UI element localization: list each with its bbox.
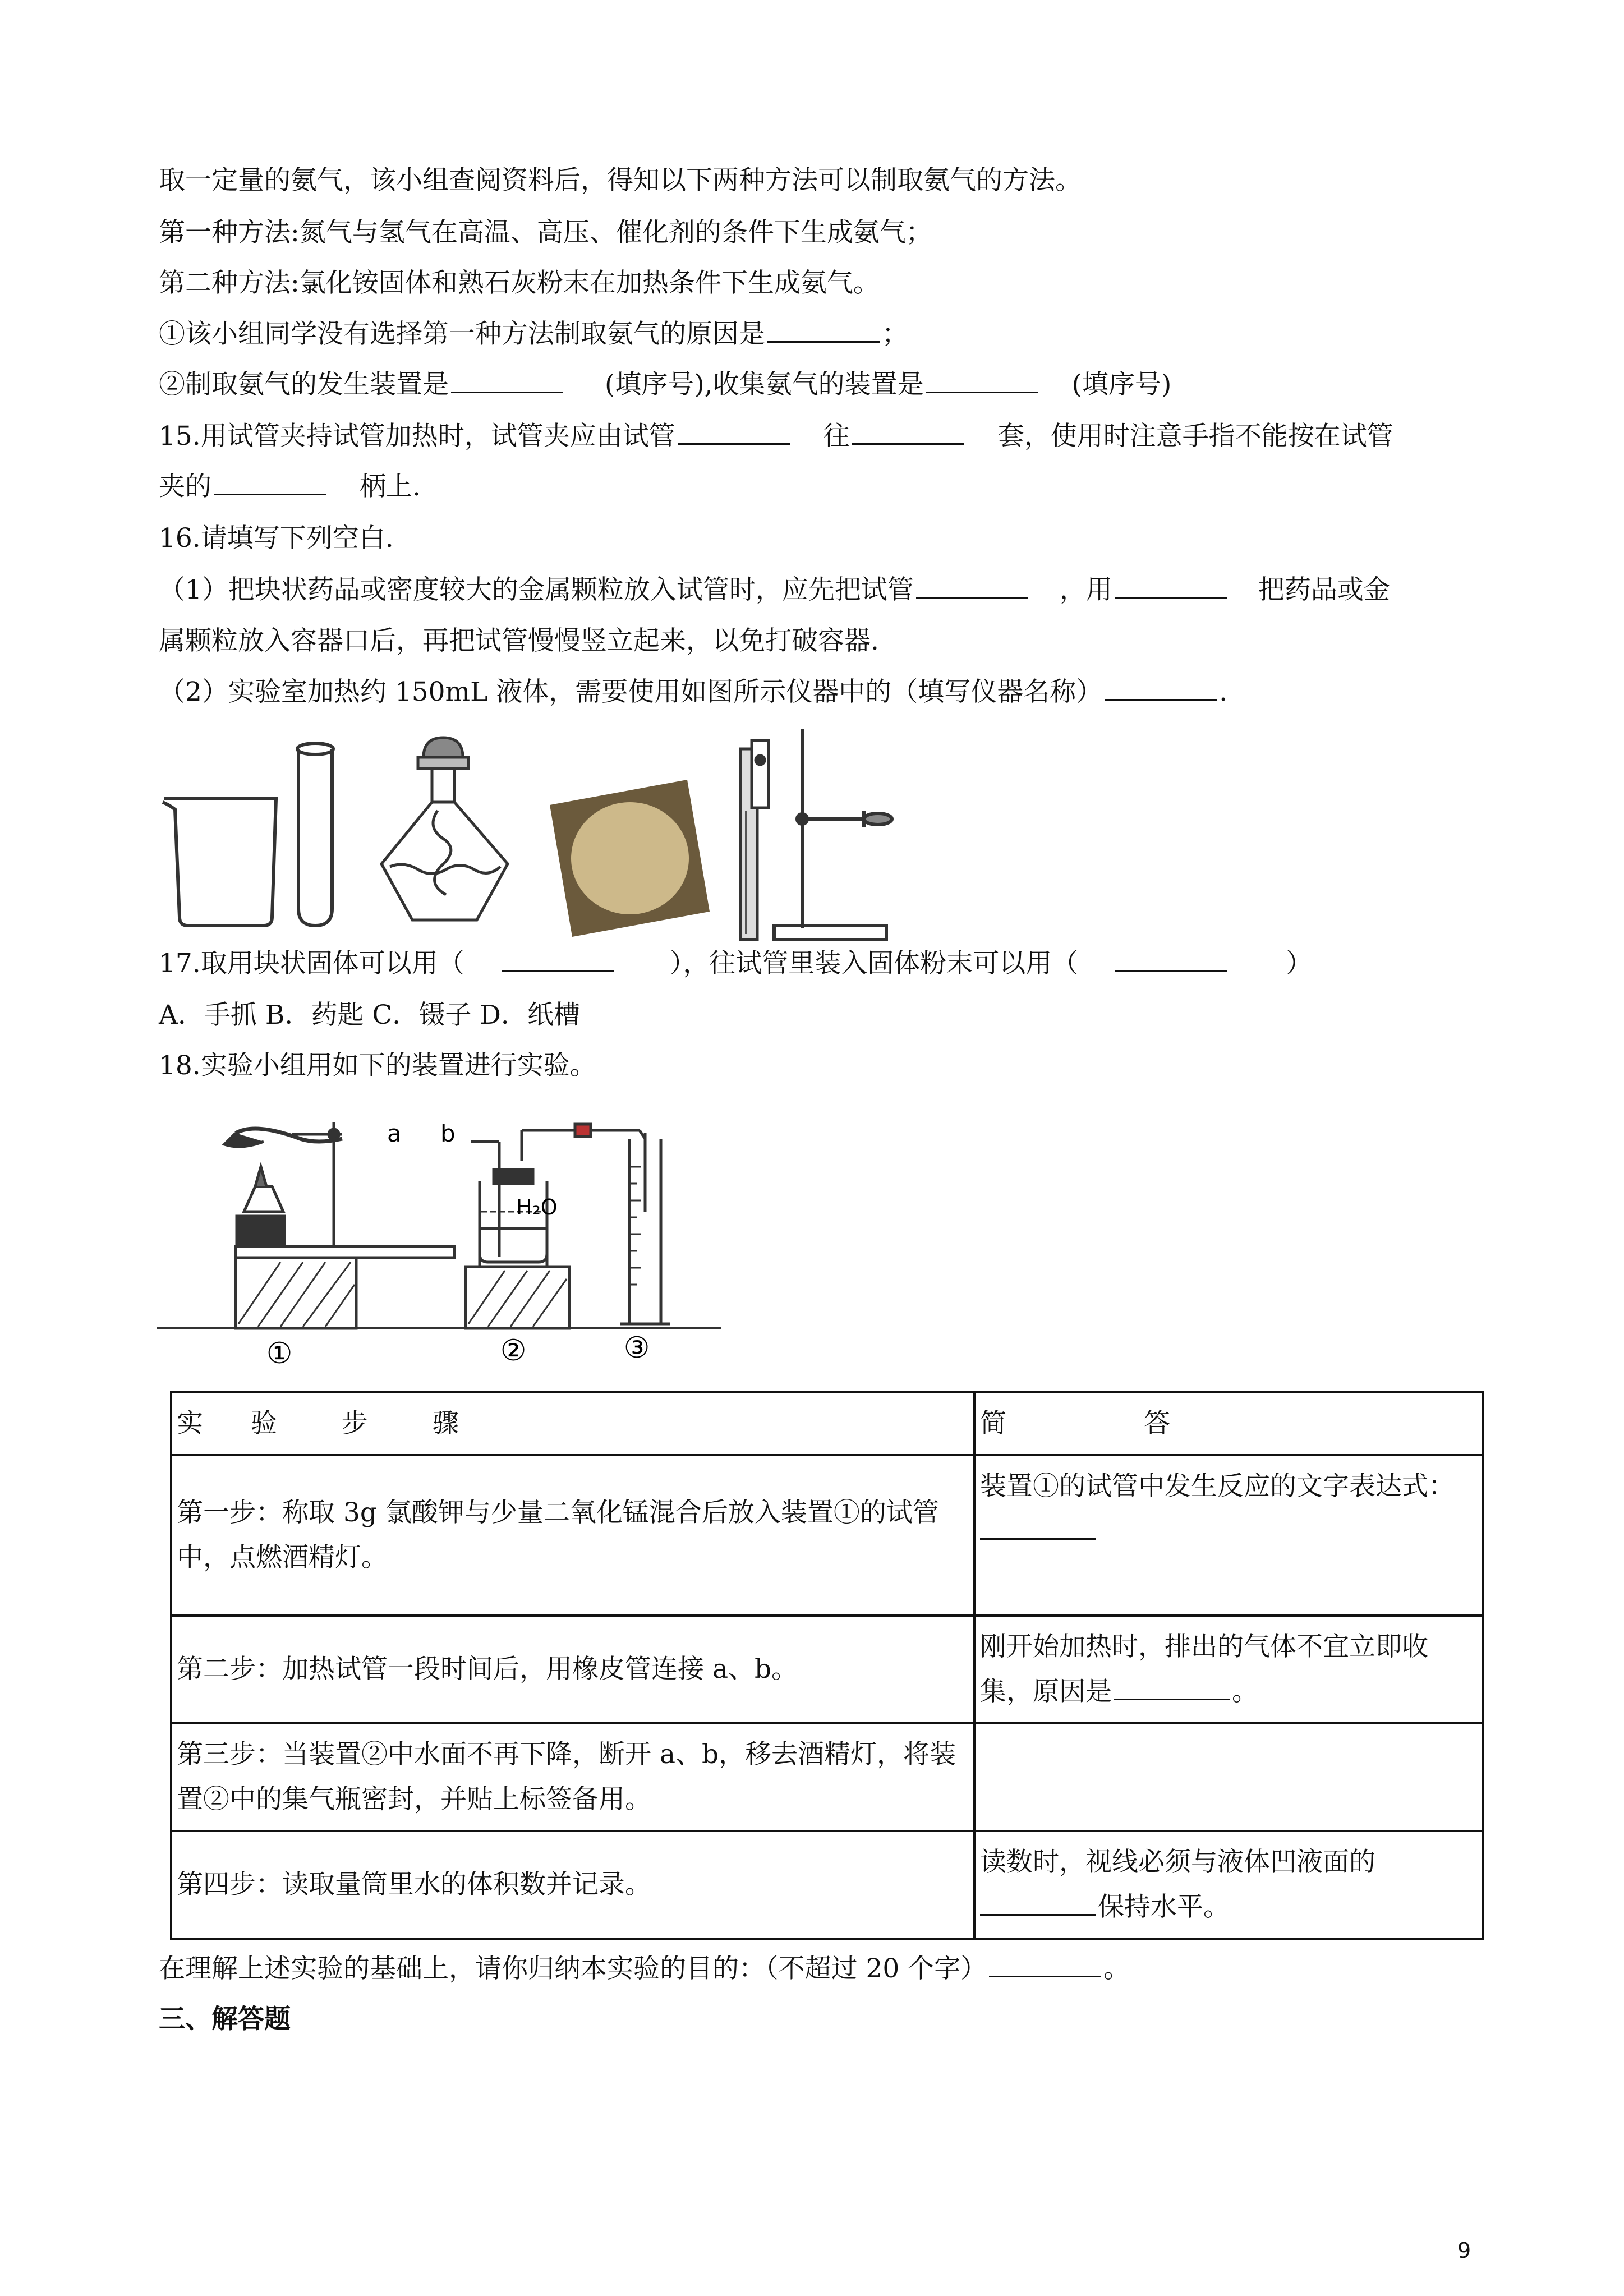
table-header-row: [171, 1392, 1483, 1455]
answer-blank[interactable]: [852, 421, 964, 445]
question-text: 把药品或金: [1258, 574, 1390, 605]
question-text: （1）把块状药品或密度较大的金属颗粒放入试管时，应先把试管: [159, 574, 914, 605]
test-tube-icon: [297, 743, 333, 926]
answer-text: 装置①的试管中发生反应的文字表达式：: [980, 1471, 1455, 1502]
answer-text: 保持水平。: [1098, 1892, 1230, 1922]
question-17-line-1: [159, 947, 1312, 981]
step-cell: 第四步：读取量筒里水的体积数并记录。: [171, 1831, 974, 1939]
question-text: (填序号),收集氨气的装置是: [605, 369, 924, 400]
header-char: 答: [1143, 1408, 1170, 1439]
apparatus-number-3: ③: [623, 1331, 650, 1365]
step-cell: 第三步：当装置②中水面不再下降，断开 a、b，移去酒精灯，将装置②中的集气瓶密封，并贴上标签备用。: [171, 1723, 974, 1831]
asbestos-gauze-icon: [550, 780, 710, 937]
table-row: [171, 1723, 1483, 1831]
question-16-part-1-line-2: 属颗粒放入容器口后，再把试管慢慢竖立起来，以免打破容器.: [159, 625, 879, 656]
header-answer: [974, 1392, 1483, 1455]
question-text: .: [1219, 677, 1228, 707]
graduated-cylinder-icon: [620, 1133, 670, 1324]
question-text: (填序号): [1071, 369, 1172, 400]
apparatus-number-1: ①: [266, 1337, 293, 1370]
question-text: ；: [882, 319, 908, 349]
question-text: 在理解上述实验的基础上，请你归纳本实验的目的：（不超过 20 个字）: [159, 1953, 987, 1984]
answer-blank[interactable]: [214, 471, 326, 495]
beaker-icon: [163, 798, 278, 926]
question-text: 15.用试管夹持试管加热时，试管夹应由试管: [159, 421, 675, 452]
heating-apparatus: [224, 1122, 454, 1328]
question-text: 套，使用时注意手指不能按在试管: [997, 421, 1393, 452]
question-15-line-1: [159, 420, 1393, 453]
table-row: [171, 1831, 1483, 1939]
answer-blank[interactable]: [989, 1953, 1101, 1977]
answer-blank[interactable]: [926, 369, 1038, 393]
header-char: 骤: [432, 1408, 459, 1439]
question-text: ②制取氨气的发生装置是: [159, 369, 449, 400]
answer-blank[interactable]: [980, 1892, 1096, 1916]
answer-text: 。: [1232, 1676, 1258, 1707]
question-text: ）: [1286, 948, 1313, 979]
iron-stand-icon: [774, 729, 892, 940]
apparatus-figure: [157, 1099, 729, 1374]
question-17-options: A．手抓 B．药匙 C．镊子 D．纸槽: [159, 1000, 580, 1030]
question-text: （2）实验室加热约 150mL 液体，需要使用如图所示仪器中的（填写仪器名称）: [159, 677, 1103, 707]
answer-cell: [974, 1723, 1483, 1831]
label-b: b: [440, 1120, 456, 1147]
question-16-title: 16.请填写下列空白.: [159, 523, 394, 554]
apparatus-number-2: ②: [500, 1334, 527, 1368]
question-14-part-1: [159, 318, 908, 351]
answer-blank[interactable]: [502, 948, 614, 972]
answer-blank[interactable]: [1114, 1676, 1230, 1700]
question-text: ，用: [1059, 574, 1112, 605]
question-15-line-2: [159, 470, 421, 504]
question-text: 往: [823, 421, 850, 452]
header-char: 简: [980, 1408, 1006, 1439]
step-cell: 第二步：加热试管一段时间后，用橡皮管连接 a、b。: [171, 1616, 974, 1723]
page-number: 9: [1457, 2238, 1471, 2263]
answer-blank[interactable]: [678, 421, 790, 445]
answer-blank[interactable]: [916, 574, 1028, 599]
answer-cell: [974, 1455, 1483, 1616]
answer-cell: [974, 1616, 1483, 1723]
question-16-part-2: [159, 675, 1227, 709]
header-char: 步: [341, 1408, 368, 1439]
step-cell: 第一步：称取 3g 氯酸钾与少量二氧化锰混合后放入装置①的试管中，点燃酒精灯。: [171, 1455, 974, 1616]
label-h2o: H₂O: [516, 1195, 558, 1220]
answer-blank[interactable]: [980, 1516, 1096, 1540]
question-text: 夹的: [159, 471, 211, 502]
question-text: ），往试管里装入固体粉末可以用（: [669, 948, 1079, 979]
question-18-title: 18.实验小组用如下的装置进行实验。: [159, 1050, 596, 1081]
conclusion-line: [159, 1952, 1130, 1986]
answer-blank[interactable]: [1105, 677, 1217, 701]
question-text: 17.取用块状固体可以用（: [159, 948, 464, 979]
header-char: 验: [250, 1408, 277, 1439]
answer-blank[interactable]: [767, 319, 880, 343]
gas-bottle-apparatus: [466, 1124, 645, 1328]
table-row: [171, 1455, 1483, 1616]
header-steps: [171, 1392, 974, 1455]
question-text: 柄上.: [360, 471, 421, 502]
question-14-part-2: [159, 368, 1171, 402]
text-line-method-1: 第一种方法:氮气与氢气在高温、高压、催化剂的条件下生成氨气；: [159, 217, 932, 248]
test-tube-clamp-icon: [740, 740, 769, 940]
answer-blank[interactable]: [1115, 948, 1227, 972]
label-a: a: [387, 1120, 402, 1147]
answer-text: 刚开始加热时，排出的气体不宜立即收集，原因是: [980, 1631, 1428, 1707]
question-text: ①该小组同学没有选择第一种方法制取氨气的原因是: [159, 319, 765, 349]
alcohol-lamp-icon: [381, 738, 508, 920]
instruments-figure: [157, 726, 909, 951]
question-16-part-1-line-1: [159, 573, 1390, 607]
answer-text: 读数时，视线必须与液体凹液面的: [980, 1847, 1375, 1878]
experiment-table: [170, 1391, 1484, 1940]
text-line-ammonia-intro: 取一定量的氨气，该小组查阅资料后，得知以下两种方法可以制取氨气的方法。: [159, 165, 1082, 196]
section-heading: 三、解答题: [159, 2004, 291, 2035]
answer-blank[interactable]: [1115, 574, 1227, 599]
text-line-method-2: 第二种方法:氯化铵固体和熟石灰粉末在加热条件下生成氨气。: [159, 268, 880, 298]
table-row: [171, 1616, 1483, 1723]
header-char: 实: [177, 1408, 203, 1439]
answer-blank[interactable]: [451, 369, 563, 393]
answer-cell: [974, 1831, 1483, 1939]
question-text: 。: [1103, 1953, 1130, 1984]
